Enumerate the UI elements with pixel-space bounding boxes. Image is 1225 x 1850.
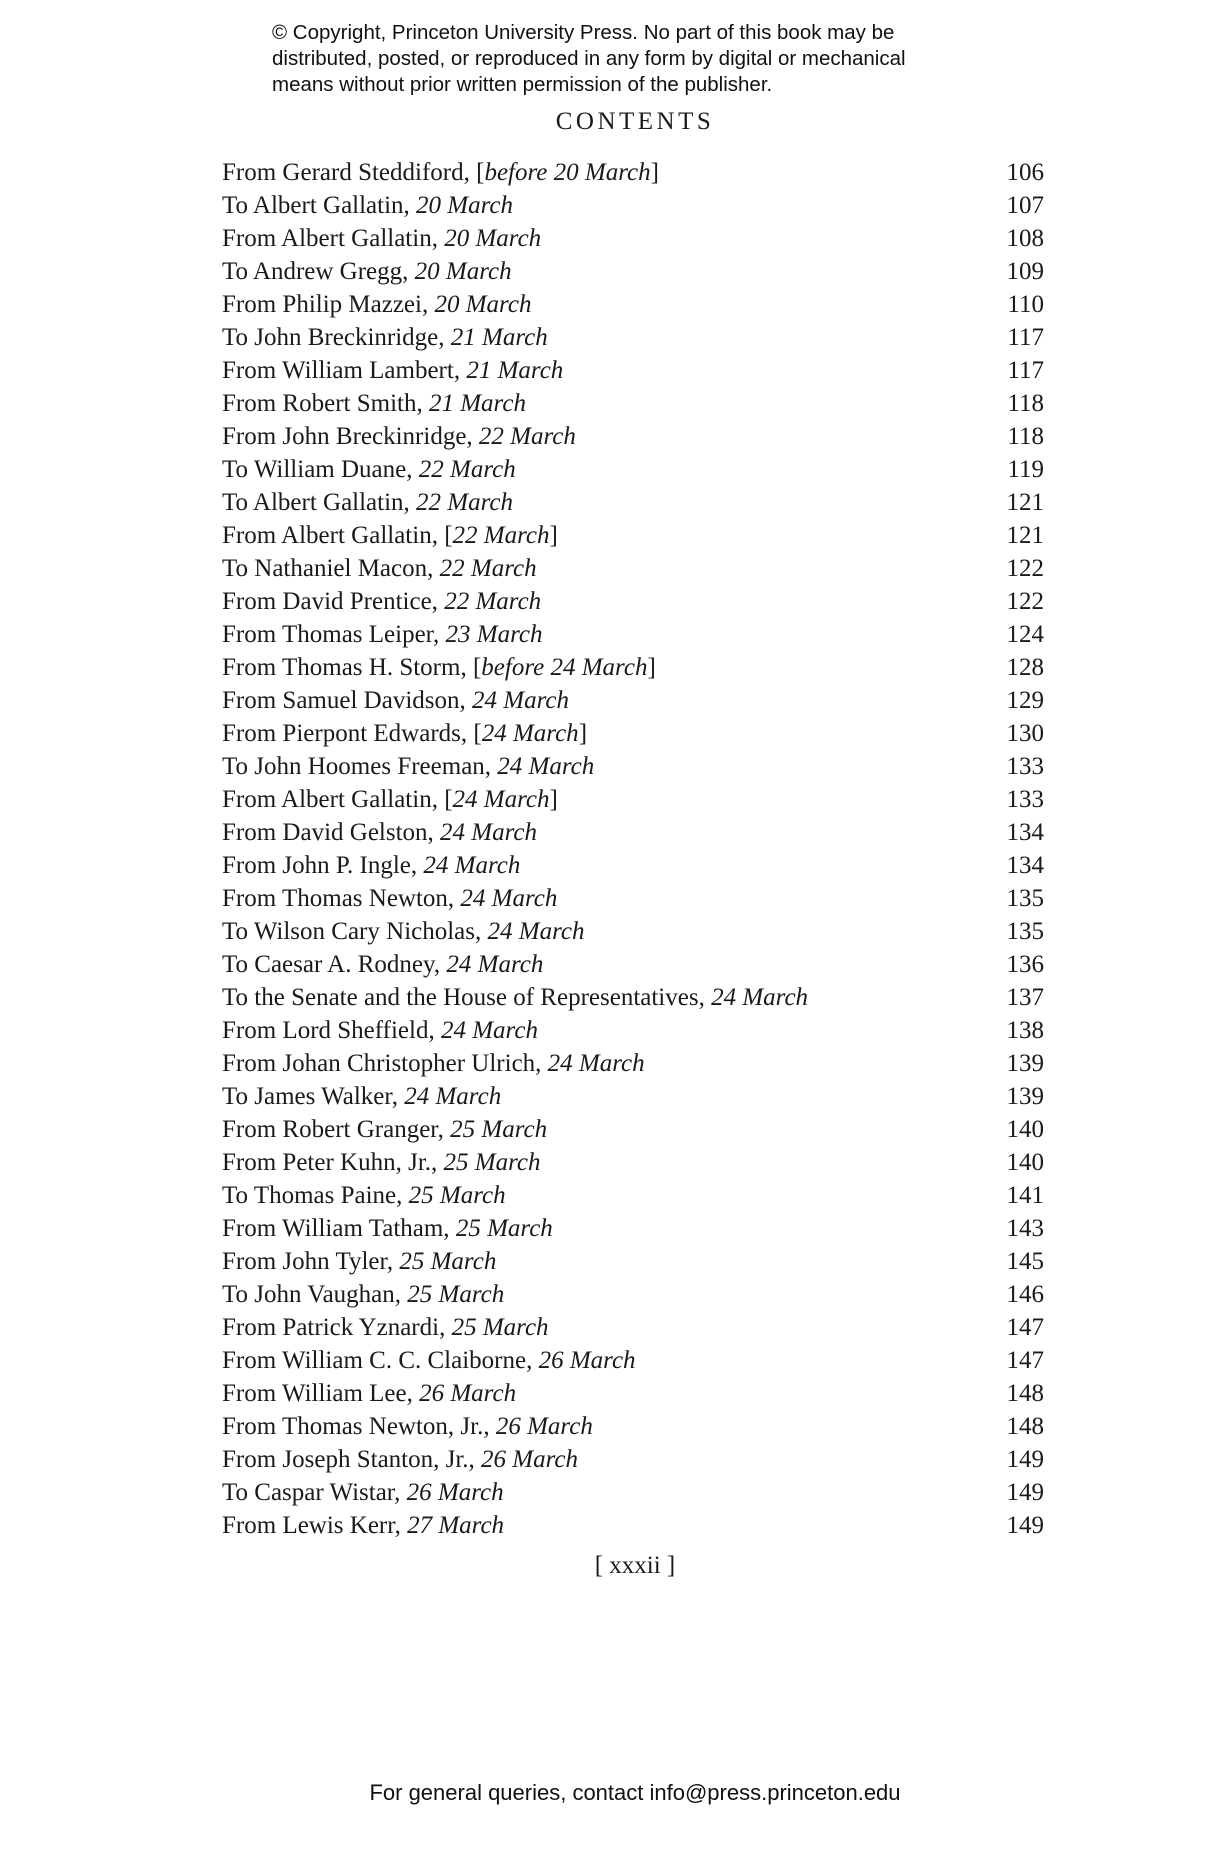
copyright-line: means without prior written permission of the publisher.: [272, 73, 773, 96]
letter-date: 24 March: [472, 687, 569, 714]
toc-entry-text: [222, 255, 512, 288]
toc-page-number: 117: [1007, 357, 1044, 384]
toc-page-number: 122: [1006, 555, 1044, 582]
correspondent: To the Senate and the House of Representatives,: [222, 984, 712, 1011]
toc-entry: [222, 1080, 1044, 1113]
toc-page-number: 121: [1006, 489, 1044, 516]
toc-entry: [222, 1047, 1044, 1080]
toc-entry-text: [222, 189, 513, 222]
letter-date: 25 March: [399, 1248, 497, 1275]
correspondent: From Thomas Newton, Jr.,: [222, 1413, 496, 1440]
toc-entry: [222, 387, 1044, 420]
bracket-open: [: [473, 720, 482, 747]
correspondent: From David Prentice,: [222, 588, 445, 615]
toc-page-number: 147: [1006, 1314, 1044, 1341]
letter-date: 21 March: [466, 357, 564, 384]
letter-date: before 24 March: [481, 654, 648, 681]
letter-date: 25 March: [455, 1215, 553, 1242]
toc-page-number: 122: [1006, 588, 1044, 615]
toc-entry-text: [222, 1113, 547, 1146]
correspondent: To James Walker,: [222, 1083, 405, 1110]
correspondent: From Albert Gallatin,: [222, 786, 445, 813]
toc-entry-text: [222, 981, 808, 1014]
bracket-open: [: [472, 654, 482, 681]
correspondent: To John Vaughan,: [222, 1281, 408, 1308]
correspondent: To Andrew Gregg,: [222, 258, 415, 285]
bracket-close: ]: [578, 720, 588, 747]
toc-entry: [222, 585, 1044, 618]
toc-page-number: 133: [1006, 753, 1044, 780]
toc-page-number: 129: [1006, 687, 1044, 714]
toc-entry-text: [222, 1245, 496, 1278]
letter-date: 20 March: [444, 225, 542, 252]
letter-date: 25 March: [451, 1314, 549, 1341]
toc-entry-text: [222, 783, 558, 816]
toc-entry-text: [222, 1014, 538, 1047]
letter-date: 25 March: [450, 1116, 548, 1143]
letter-date: 20 March: [414, 258, 512, 285]
toc-page-number: 135: [1006, 918, 1044, 945]
toc-entry: [222, 1311, 1044, 1344]
bracket-close: ]: [650, 159, 659, 186]
toc-entry-text: [222, 519, 558, 552]
toc-entry-text: [222, 321, 548, 354]
toc-entry: [222, 321, 1044, 354]
correspondent: From Johan Christopher Ulrich,: [222, 1050, 548, 1077]
correspondent: From John Breckinridge,: [222, 423, 479, 450]
correspondent: From William Lee,: [222, 1380, 420, 1407]
toc-page-number: 135: [1006, 885, 1044, 912]
toc-entry-text: [222, 453, 516, 486]
correspondent: From Thomas H. Storm,: [222, 654, 473, 681]
correspondent: From William Tatham,: [222, 1215, 456, 1242]
toc-entry-text: [222, 1179, 506, 1212]
toc-entry: [222, 849, 1044, 882]
toc-entry-text: [222, 618, 542, 651]
toc-page-number: 117: [1007, 324, 1044, 351]
letter-date: 21 March: [450, 324, 548, 351]
letter-date: 22 March: [444, 588, 542, 615]
letter-date: 24 March: [404, 1083, 502, 1110]
toc-entry-text: [222, 651, 656, 684]
letter-date: 22 March: [452, 522, 550, 549]
letter-date: 26 March: [419, 1380, 517, 1407]
toc-entry-text: [222, 717, 587, 750]
toc-page-number: 133: [1006, 786, 1044, 813]
toc-entry-text: [222, 1377, 516, 1410]
bracket-close: ]: [549, 522, 558, 549]
toc-page-number: 130: [1006, 720, 1044, 747]
toc-page-number: 149: [1006, 1446, 1044, 1473]
toc-page-number: 148: [1006, 1380, 1044, 1407]
letter-date: 20 March: [434, 291, 532, 318]
letter-date: 20 March: [416, 192, 514, 219]
letter-date: 24 March: [497, 753, 595, 780]
letter-date: 24 March: [446, 951, 544, 978]
toc-entry: [222, 651, 1044, 684]
toc-entry-text: [222, 1509, 504, 1542]
toc-entry: [222, 783, 1044, 816]
letter-date: 24 March: [547, 1050, 645, 1077]
toc-page-number: 145: [1006, 1248, 1044, 1275]
toc-entry: [222, 519, 1044, 552]
correspondent: From Thomas Newton,: [222, 885, 461, 912]
toc-entry: [222, 1179, 1044, 1212]
toc-entry: [222, 1377, 1044, 1410]
toc-entry: [222, 1278, 1044, 1311]
toc-entry-text: [222, 222, 541, 255]
toc-entry: [222, 1476, 1044, 1509]
letter-date: 24 March: [481, 720, 579, 747]
toc-page-number: 121: [1006, 522, 1044, 549]
toc-entry: [222, 618, 1044, 651]
toc-page-number: 143: [1006, 1215, 1044, 1242]
letter-date: 24 March: [460, 885, 558, 912]
toc-entry: [222, 420, 1044, 453]
correspondent: From William Lambert,: [222, 357, 467, 384]
toc-entry-text: [222, 288, 531, 321]
correspondent: From John P. Ingle,: [222, 852, 424, 879]
correspondent: To Nathaniel Macon,: [222, 555, 440, 582]
letter-date: 22 March: [478, 423, 576, 450]
correspondent: From Albert Gallatin,: [222, 522, 445, 549]
toc-page-number: 139: [1006, 1083, 1044, 1110]
letter-date: 24 March: [423, 852, 521, 879]
toc-entry-text: [222, 1278, 504, 1311]
toc-page-number: 118: [1007, 423, 1044, 450]
toc-entry: [222, 717, 1044, 750]
toc-entry: [222, 1113, 1044, 1146]
correspondent: To Thomas Paine,: [222, 1182, 409, 1209]
bracket-close: ]: [549, 786, 558, 813]
toc-page-number: 140: [1006, 1149, 1044, 1176]
toc-page-number: 148: [1006, 1413, 1044, 1440]
toc-entry: [222, 552, 1044, 585]
toc-entry-text: [222, 849, 520, 882]
correspondent: From Joseph Stanton, Jr.,: [222, 1446, 482, 1473]
toc-page-number: 107: [1006, 192, 1044, 219]
toc-entry-text: [222, 1080, 501, 1113]
correspondent: To John Breckinridge,: [222, 324, 451, 351]
toc-entry: [222, 882, 1044, 915]
correspondent: From Samuel Davidson,: [222, 687, 472, 714]
correspondent: To Albert Gallatin,: [222, 192, 417, 219]
letter-date: 24 March: [711, 984, 809, 1011]
toc-entry: [222, 222, 1044, 255]
correspondent: To Wilson Cary Nicholas,: [222, 918, 488, 945]
letter-date: 21 March: [428, 390, 526, 417]
toc-entry-text: [222, 1443, 578, 1476]
letter-date: 24 March: [452, 786, 550, 813]
toc-page-number: 147: [1006, 1347, 1044, 1374]
bracket-open: [: [444, 786, 453, 813]
toc-entry-text: [222, 354, 563, 387]
page-title: CONTENTS: [555, 108, 715, 135]
toc-page-number: 134: [1006, 852, 1044, 879]
toc-entry-text: [222, 684, 569, 717]
bracket-open: [: [444, 522, 453, 549]
letter-date: 22 March: [439, 555, 537, 582]
toc-entry-text: [222, 387, 526, 420]
toc-entry-text: [222, 948, 543, 981]
letter-date: 26 March: [406, 1479, 504, 1506]
toc-page-number: 141: [1006, 1182, 1044, 1209]
letter-date: 22 March: [418, 456, 516, 483]
toc-page-number: 134: [1006, 819, 1044, 846]
toc-page-number: 118: [1007, 390, 1044, 417]
contact-footer: For general queries, contact info@press.princeton.edu: [369, 1780, 901, 1805]
toc-entry-text: [222, 1476, 504, 1509]
toc-entry: [222, 189, 1044, 222]
correspondent: From Pierpont Edwards,: [222, 720, 474, 747]
toc-entry: [222, 915, 1044, 948]
toc-page-number: 119: [1007, 456, 1044, 483]
correspondent: From Robert Smith,: [222, 390, 429, 417]
toc-entry: [222, 816, 1044, 849]
toc-entry-text: [222, 420, 576, 453]
toc-entry-text: [222, 486, 513, 519]
toc-entry: [222, 1410, 1044, 1443]
correspondent: From Peter Kuhn, Jr.,: [222, 1149, 444, 1176]
letter-date: 26 March: [481, 1446, 579, 1473]
copyright-notice: [272, 20, 992, 98]
page-number: [ xxxii ]: [594, 1552, 676, 1579]
toc-entry-text: [222, 1344, 636, 1377]
copyright-line: © Copyright, Princeton University Press. No part of this book may be: [272, 21, 895, 44]
toc-entry: [222, 1245, 1044, 1278]
correspondent: To Albert Gallatin,: [222, 489, 417, 516]
toc-page-number: 149: [1006, 1479, 1044, 1506]
correspondent: To Caesar A. Rodney,: [222, 951, 447, 978]
correspondent: From William C. C. Claiborne,: [222, 1347, 539, 1374]
toc-page-number: 137: [1006, 984, 1044, 1011]
toc-entry-text: [222, 882, 557, 915]
letter-date: 26 March: [538, 1347, 636, 1374]
toc-entry-text: [222, 585, 541, 618]
toc-entry-text: [222, 750, 594, 783]
toc-page-number: 136: [1006, 951, 1044, 978]
toc-entry-text: [222, 1047, 645, 1080]
toc-entry: [222, 981, 1044, 1014]
toc-entry-text: [222, 552, 537, 585]
toc-entry-text: [222, 1311, 549, 1344]
toc-entry-text: [222, 156, 659, 189]
toc-page-number: 109: [1006, 258, 1044, 285]
toc-page-number: 140: [1006, 1116, 1044, 1143]
bracket-open: [: [476, 159, 485, 186]
toc-page-number: 124: [1006, 621, 1044, 648]
letter-date: 26 March: [495, 1413, 593, 1440]
toc-page-number: 110: [1007, 291, 1044, 318]
toc-entry-text: [222, 915, 585, 948]
correspondent: To John Hoomes Freeman,: [222, 753, 498, 780]
letter-date: 24 March: [440, 1017, 538, 1044]
bracket-close: ]: [647, 654, 656, 681]
letter-date: 25 March: [407, 1281, 505, 1308]
toc-page-number: 108: [1006, 225, 1044, 252]
toc-entry: [222, 948, 1044, 981]
letter-date: before 20 March: [484, 159, 651, 186]
toc-page-number: 149: [1006, 1512, 1044, 1539]
toc-entry: [222, 750, 1044, 783]
toc-entry: [222, 255, 1044, 288]
toc-entry: [222, 1146, 1044, 1179]
copyright-line: distributed, posted, or reproduced in any form by digital or mechanical: [272, 47, 906, 70]
letter-date: 27 March: [407, 1512, 505, 1539]
toc-entry: [222, 684, 1044, 717]
toc-entry-text: [222, 1410, 593, 1443]
letter-date: 23 March: [445, 621, 543, 648]
correspondent: From Lord Sheffield,: [222, 1017, 441, 1044]
letter-date: 24 March: [487, 918, 585, 945]
correspondent: To Caspar Wistar,: [222, 1479, 407, 1506]
correspondent: From David Gelston,: [222, 819, 441, 846]
letter-date: 24 March: [440, 819, 538, 846]
toc-entry: [222, 1014, 1044, 1047]
toc-entry: [222, 1443, 1044, 1476]
toc-page-number: 138: [1006, 1017, 1044, 1044]
correspondent: From Patrick Yznardi,: [222, 1314, 452, 1341]
toc-entry: [222, 1344, 1044, 1377]
toc-page-number: 128: [1006, 654, 1044, 681]
toc-page-number: 146: [1006, 1281, 1044, 1308]
toc-page-number: 106: [1006, 159, 1044, 186]
toc-entry: [222, 486, 1044, 519]
correspondent: From Lewis Kerr,: [222, 1512, 408, 1539]
toc-page-number: 139: [1006, 1050, 1044, 1077]
toc-entry-text: [222, 1146, 541, 1179]
toc-entry-text: [222, 816, 537, 849]
correspondent: From Thomas Leiper,: [222, 621, 446, 648]
correspondent: From John Tyler,: [222, 1248, 400, 1275]
toc-entry: [222, 1509, 1044, 1542]
correspondent: From Gerard Steddiford,: [222, 159, 477, 186]
toc-entry: [222, 453, 1044, 486]
toc-entry-text: [222, 1212, 553, 1245]
correspondent: From Philip Mazzei,: [222, 291, 435, 318]
toc-entry: [222, 288, 1044, 321]
letter-date: 25 March: [443, 1149, 541, 1176]
toc-entry: [222, 1212, 1044, 1245]
letter-date: 22 March: [416, 489, 514, 516]
correspondent: From Albert Gallatin,: [222, 225, 445, 252]
toc-entry: [222, 156, 1044, 189]
letter-date: 25 March: [408, 1182, 506, 1209]
correspondent: From Robert Granger,: [222, 1116, 451, 1143]
contents-list: [222, 156, 1044, 1542]
toc-entry: [222, 354, 1044, 387]
correspondent: To William Duane,: [222, 456, 419, 483]
